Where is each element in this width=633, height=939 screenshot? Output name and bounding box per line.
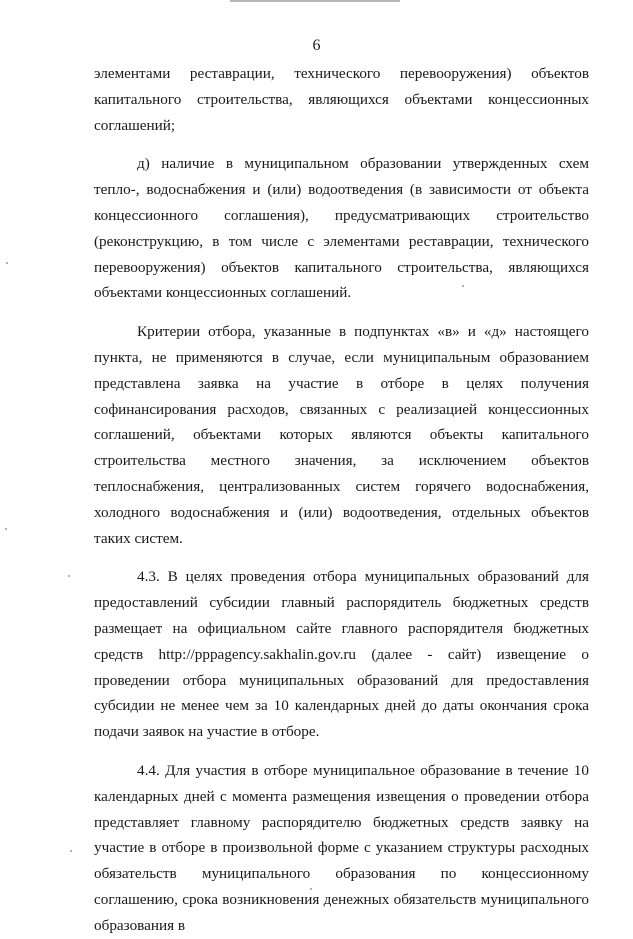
page-number: 6: [312, 37, 321, 54]
paragraph-4-4: 4.4. Для участия в отборе муниципальное образование в течение 10 календарных дней с момента размещения извещения о проведении отбора представляет главному распорядителю бюджетных средств заявку на участие в отборе в произвольной форме с указанием структуры расходных обязательств муниципального образования по концессионному соглашению, срока возникновения денежных обязательств муниципального образования в: [94, 761, 589, 934]
paragraph-criteria-note: Критерии отбора, указанные в подпунктах «в» и «д» настоящего пункта, не применяются в случае, если муниципальным образованием представлена заявка на участие в отборе в целях получения софинансирования расходов, связанных с реализацией концессионных соглашений, объектами которых являются объекты капитального строительства местного значения, за исключением объектов теплоснабжения, централизованных систем горячего водоснабжения, холодного водоснабжения и (или) водоотведения, отдельных объектов таких систем.: [94, 323, 589, 547]
document-body: [94, 61, 589, 939]
scan-speck: [68, 575, 70, 577]
scan-speck: [462, 285, 464, 287]
scan-speck: [70, 850, 72, 852]
paragraph-continuation: элементами реставрации, технического перевооружения) объектов капитального строительства, являющихся объектами концессионных соглашений;: [94, 65, 589, 134]
top-scan-edge: [230, 0, 400, 2]
paragraph-item-d: д) наличие в муниципальном образовании утвержденных схем тепло-, водоснабжения и (или) водоотведения (в зависимости от объекта концессионного соглашения), предусматривающих строительство (реконструкцию, в том числе с элементами реставрации, технического перевооружения) объектов капитального строительства, являющихся объектами концессионных соглашений.: [94, 155, 589, 302]
paragraph-4-3: 4.3. В целях проведения отбора муниципальных образований для предоставлений субсидии главный распорядитель бюджетных средств размещает на официальном сайте главного распорядителя бюджетных средств http://pppagency.sakhalin.gov.ru (далее - сайт) извещение о проведении отбора муниципальных образований для предоставления субсидии не менее чем за 10 календарных дней до даты окончания срока подачи заявок на участие в отборе.: [94, 568, 589, 741]
scan-speck: [310, 888, 312, 890]
scan-speck: [6, 262, 8, 264]
scan-speck: [5, 528, 7, 530]
